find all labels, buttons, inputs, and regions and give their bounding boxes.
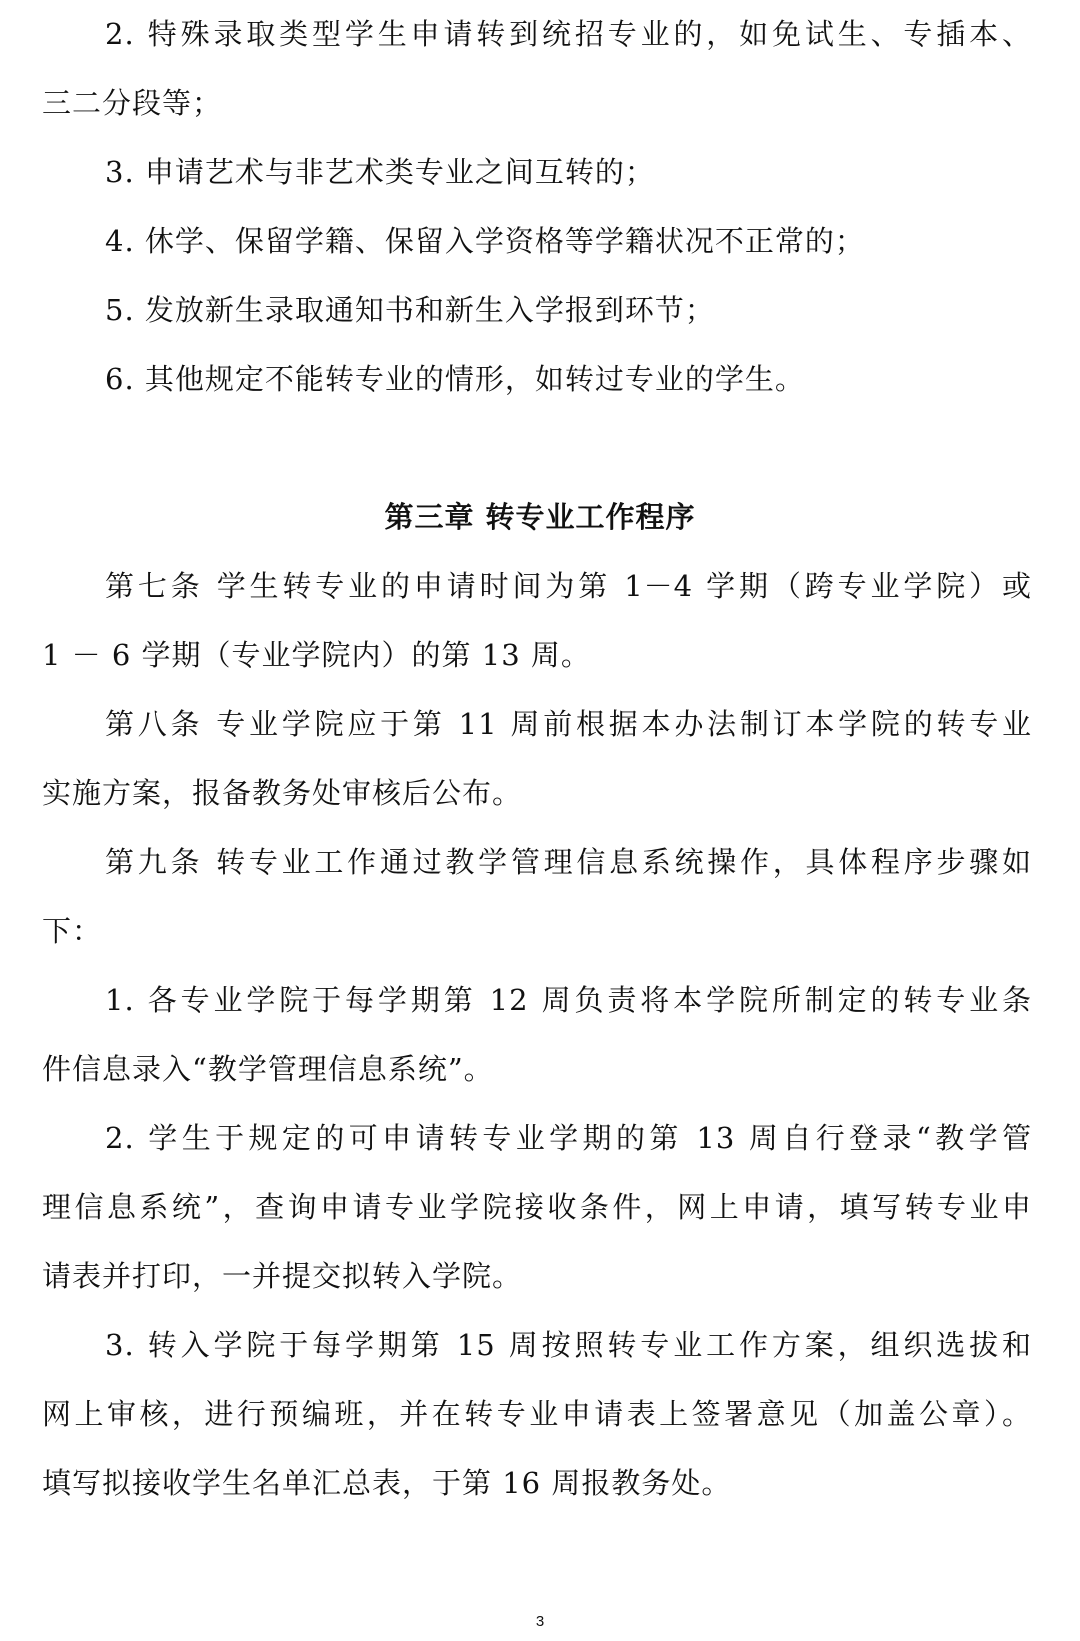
article-8: 第八条 专业学院应于第 11 周前根据本办法制订本学院的转专业 [105,707,1032,741]
step-2-continued: 理信息系统”，查询申请专业学院接收条件，网上申请，填写转专业申 [42,1190,1032,1224]
step-3: 3. 转入学院于每学期第 15 周按照转专业工作方案，组织选拔和 [105,1328,1032,1362]
list-item-3: 3. 申请艺术与非艺术类专业之间互转的； [105,155,655,189]
list-item-2: 2. 特殊录取类型学生申请转到统招专业的，如免试生、专插本、 [105,17,1032,51]
step-1-continued: 件信息录入“教学管理信息系统”。 [42,1052,494,1086]
article-9: 第九条 转专业工作通过教学管理信息系统操作，具体程序步骤如 [105,845,1032,879]
step-2-end: 请表并打印，一并提交拟转入学院。 [42,1259,523,1293]
list-item-6: 6. 其他规定不能转专业的情形，如转过专业的学生。 [105,362,805,396]
article-9-continued: 下： [42,914,103,948]
list-item-4: 4. 休学、保留学籍、保留入学资格等学籍状况不正常的； [105,224,865,258]
list-item-5: 5. 发放新生录取通知书和新生入学报到环节； [105,293,715,327]
step-2: 2. 学生于规定的可申请转专业学期的第 13 周自行登录“教学管 [105,1121,1032,1155]
step-3-end: 填写拟接收学生名单汇总表，于第 16 周报教务处。 [42,1466,732,1500]
chapter-heading: 第三章 转专业工作程序 [384,500,696,534]
article-7: 第七条 学生转专业的申请时间为第 1－4 学期（跨专业学院）或 [105,569,1032,603]
step-3-continued: 网上审核，进行预编班，并在转专业申请表上签署意见（加盖公章）。 [42,1397,1032,1431]
article-8-continued: 实施方案，报备教务处审核后公布。 [42,776,523,810]
article-7-continued: 1 － 6 学期（专业学院内）的第 13 周。 [42,638,591,672]
page-number: 3 [535,1613,545,1630]
step-1: 1. 各专业学院于每学期第 12 周负责将本学院所制定的转专业条 [105,983,1032,1017]
list-item-2-continued: 三二分段等； [42,86,223,120]
